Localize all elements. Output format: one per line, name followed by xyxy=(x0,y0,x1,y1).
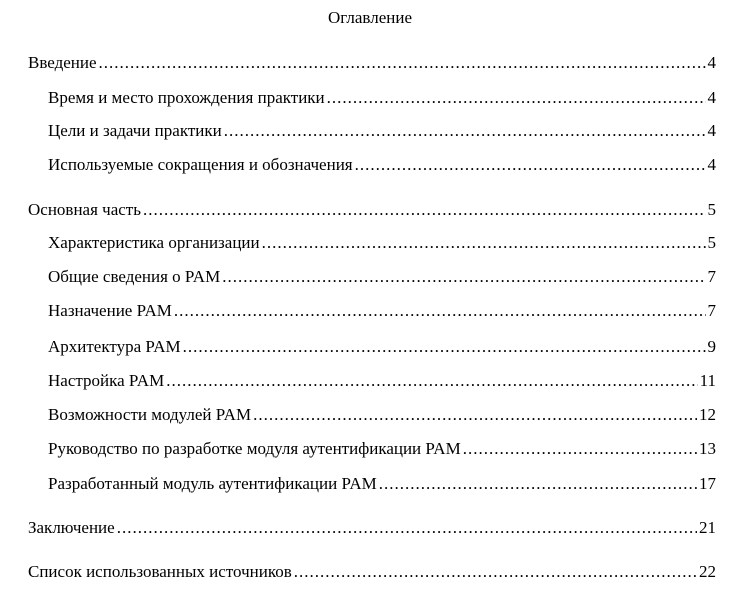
toc-entry-conclusion[interactable] xyxy=(28,518,716,538)
toc-entry-time-place[interactable] xyxy=(48,88,716,108)
toc-page-number: 21 xyxy=(699,518,716,537)
toc-leader xyxy=(379,474,697,494)
toc-entry-label: Цели и задачи практики xyxy=(48,121,222,140)
toc-entry-pam-modules[interactable] xyxy=(48,405,716,425)
toc-leader xyxy=(222,267,705,287)
toc-page-number: 5 xyxy=(707,200,716,219)
toc-page-number: 4 xyxy=(707,121,716,140)
toc-entry-organization[interactable] xyxy=(48,233,716,253)
toc-entry-references[interactable] xyxy=(28,562,716,582)
toc-leader xyxy=(262,233,706,253)
toc-entry-label: Разработанный модуль аутентификации PAM xyxy=(48,474,377,493)
toc-leader xyxy=(224,121,706,141)
toc-entry-label: Руководство по разработке модуля аутентификации PAM xyxy=(48,439,461,458)
toc-entry-abbreviations[interactable] xyxy=(48,155,716,175)
toc-entry-label: Основная часть xyxy=(28,200,141,219)
toc-page-number: 12 xyxy=(699,405,716,424)
toc-entry-label: Список использованных источников xyxy=(28,562,292,581)
toc-entry-label: Время и место прохождения практики xyxy=(48,88,325,107)
toc-leader xyxy=(99,53,706,73)
toc-leader xyxy=(327,88,706,108)
toc-leader xyxy=(355,155,706,175)
toc-entry-label: Введение xyxy=(28,53,97,72)
toc-entry-pam-purpose[interactable] xyxy=(48,301,716,321)
toc-entry-label: Назначение PAM xyxy=(48,301,172,320)
toc-page-number: 9 xyxy=(707,337,716,356)
toc-entry-introduction[interactable] xyxy=(28,53,716,73)
toc-title: Оглавление xyxy=(328,8,412,27)
toc-leader xyxy=(183,337,706,357)
toc-page-number: 22 xyxy=(699,562,716,581)
toc-leader xyxy=(463,439,697,459)
toc-entry-label: Характеристика организации xyxy=(48,233,260,252)
toc-entry-pam-architecture[interactable] xyxy=(48,337,716,357)
toc-page-number: 4 xyxy=(707,53,716,72)
toc-entry-label: Возможности модулей PAM xyxy=(48,405,252,424)
toc-entry-main-part[interactable] xyxy=(28,200,716,220)
toc-entry-label: Архитектура PAM xyxy=(48,337,181,356)
toc-leader xyxy=(166,371,697,391)
toc-page-number: 11 xyxy=(699,371,716,390)
toc-page-number: 4 xyxy=(707,155,716,174)
toc-leader xyxy=(143,200,706,220)
toc-entry-pam-developed[interactable] xyxy=(48,474,716,494)
toc-page-number: 17 xyxy=(699,474,716,493)
toc-entry-label: Общие сведения о PAM xyxy=(48,267,221,286)
toc-page-number: 4 xyxy=(707,88,716,107)
toc-page-number: 13 xyxy=(699,439,716,458)
toc-entry-pam-guide[interactable] xyxy=(48,439,716,459)
toc-entry-pam-overview[interactable] xyxy=(48,267,716,287)
toc-page-number: 5 xyxy=(707,233,716,252)
toc-leader xyxy=(117,518,697,538)
toc-entry-pam-setup[interactable] xyxy=(48,371,716,391)
toc-page-number: 7 xyxy=(707,267,716,286)
toc-entry-label: Заключение xyxy=(28,518,115,537)
toc-entry-label: Используемые сокращения и обозначения xyxy=(48,155,353,174)
toc-leader xyxy=(253,405,697,425)
toc-page-number: 7 xyxy=(707,301,716,320)
toc-leader xyxy=(174,301,706,321)
toc-entry-goals[interactable] xyxy=(48,121,716,141)
toc-leader xyxy=(294,562,697,582)
toc-entry-label: Настройка PAM xyxy=(48,371,165,390)
